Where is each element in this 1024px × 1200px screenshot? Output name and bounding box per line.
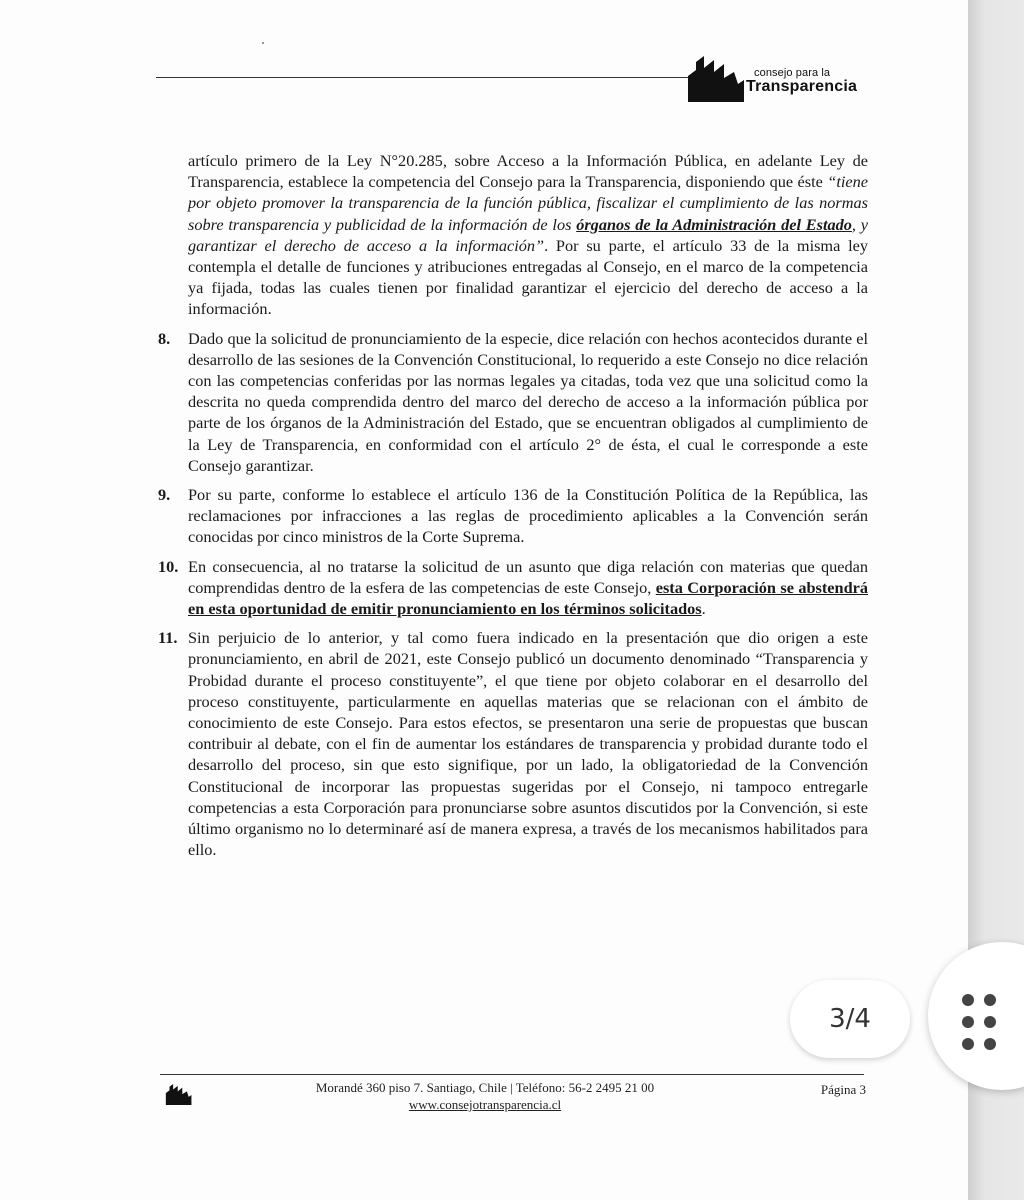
footer-website-link[interactable]: www.consejotransparencia.cl (408, 1097, 562, 1112)
numbered-item-9 (158, 484, 868, 548)
item-number: 11. (158, 628, 178, 648)
item-number: 10. (158, 556, 179, 576)
header-logo (684, 52, 874, 112)
numbered-item-10 (158, 556, 868, 620)
building-logo-icon (684, 52, 754, 108)
item-text: Dado que la solicitud de pronunciamiento de la especie, dice relación con hechos acontecidos durante el desarrollo de las sesiones de la Convención Constitucional, lo requerido a este Consejo no dice relación con las competencias conferidas por las normas legales ya citadas, toda vez que una solicitud como la descrita no queda comprendida dentro del marco del derecho de acceso a la información pública por parte de los órganos de la Administración del Estado, que se encuentran obligados al cumplimiento de la Ley de Transparencia, en conformidad con el artículo 2° de ésta, el cual le corresponde a este Consejo garantizar. (188, 328, 868, 475)
building-logo-icon (164, 1080, 196, 1110)
item-text-start: En consecuencia, al no tratarse la solicitud de un asunto que diga relación con materias que quedan comprendidas dentro de la esfera de las competencias de este Consejo, (188, 556, 868, 597)
item-text: Sin perjuicio de lo anterior, y tal como fuera indicado en la presentación que dio origen a este pronunciamiento, en abril de 2021, este Consejo publicó un documento denominado “Transparencia y Probidad durante el proceso constituyente”, el que tiene por objeto colaborar en el desarrollo del proceso constituyente, particularmente en aquellas materias que se relacionan con el ámbito de conocimiento de este Consejo. Para estos efectos, se presentaron una serie de propuestas que buscan contribuir al debate, con el fin de aumentar los estándares de transparencia y probidad durante todo el desarrollo del proceso, sin que esto signifique, por un lado, la obligatoriedad de la Convención Constitucional de incorporar las propuestas sugeridas por el Consejo, ni tampoco entregarle competencias a esta Corporación para pronunciarse sobre asuntos discutidos por la Convención, si este último organismo no lo determinaré así de manera expresa, a través de los mecanismos habilitados para ello. (188, 628, 868, 860)
intro-text-end: . Por su parte, el artículo 33 de la misma ley contempla el detalle de funciones y atribuciones entregadas al Consejo, en el marco de la competencia ya fijada, todas las cuales tienen por finalidad garantizar el ejercicio del derecho de acceso a la información. (188, 235, 869, 319)
logo-title: Transparencia (746, 78, 858, 95)
document-body (158, 150, 868, 869)
logo-subtitle: consejo para la (754, 67, 831, 79)
item-text: Por su parte, conforme lo establece el artículo 136 de la Constitución Política de la República, las reclamaciones por infracciones a las reglas de procedimiento aplicables a la Convención serán conocidas por cinco ministros de la Corte Suprema. (188, 485, 868, 547)
footer-page-number: Página 3 (820, 1082, 866, 1097)
item-number: 8. (158, 328, 171, 348)
item-text (188, 556, 868, 620)
intro-text: artículo primero de la Ley N°20.285, sobre Acceso a la Información Pública, en adelante Ley de Transparencia, establece la competencia del Consejo para la Transparencia, disponiendo que éste (188, 151, 868, 192)
page-counter: 3/4 (790, 980, 910, 1058)
numbered-item-8 (158, 328, 868, 476)
intro-quote-emphasis: órganos de la Administración del Estado (576, 214, 852, 234)
grid-dots-icon (958, 992, 1018, 1052)
item-text-end: . (701, 599, 706, 619)
intro-quote-end: , y garantizar el derecho de acceso a la información” (188, 214, 868, 255)
scan-speck (262, 42, 264, 44)
header-rule (156, 77, 694, 78)
intro-paragraph (188, 150, 868, 320)
item-number: 9. (158, 485, 171, 505)
footer-rule (160, 1074, 864, 1075)
footer-logo (164, 1080, 196, 1115)
intro-quote: “tiene por objeto promover la transparencia de la función pública, fiscalizar el cumplimiento de las normas sobre transparencia y publicidad de la información de los (188, 172, 868, 234)
footer-address: Morandé 360 piso 7. Santiago, Chile | Teléfono: 56-2 2495 21 00 (315, 1080, 655, 1095)
numbered-item-11 (158, 627, 868, 860)
item-emphasis: esta Corporación se abstendrá en esta oportunidad de emitir pronunciamiento en los términos solicitados (188, 577, 869, 619)
